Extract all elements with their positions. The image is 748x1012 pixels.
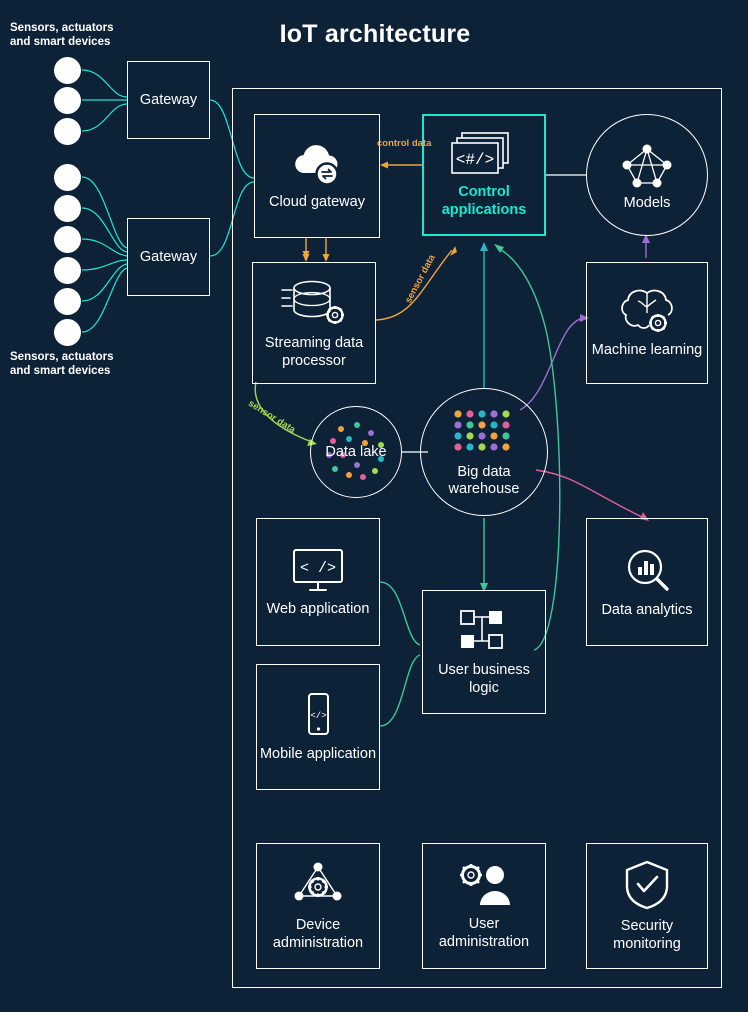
node-web-application-label: Web application: [266, 601, 370, 617]
shield-check-icon: [622, 859, 672, 911]
node-security-monitoring[interactable]: [586, 843, 708, 969]
node-cloud-gateway-label: Cloud gateway: [269, 194, 365, 210]
node-user-business-logic[interactable]: [422, 590, 546, 714]
code-windows-icon: [448, 131, 520, 177]
node-models[interactable]: [586, 114, 708, 236]
node-data-lake[interactable]: [310, 406, 402, 498]
node-cloud-gateway[interactable]: [254, 114, 380, 238]
edge-label-sensor-data-orange: sensor data: [403, 252, 438, 306]
gateway-bottom[interactable]: [127, 218, 210, 296]
node-user-administration[interactable]: [422, 843, 546, 969]
database-gear-icon: [278, 276, 350, 328]
network-graph-icon: [615, 139, 679, 191]
page-title: IoT architecture: [279, 20, 471, 48]
node-streaming-data-processor[interactable]: [252, 262, 376, 384]
node-mobile-application-label: Mobile application: [259, 746, 377, 762]
svg-text:< />: < />: [299, 560, 337, 577]
node-streaming-data-processor-label: Streaming data processor: [264, 335, 364, 369]
node-control-applications-label: Control applications: [441, 184, 527, 218]
edge-label-sensor-data-green: sensor data: [246, 398, 298, 436]
node-security-monitoring-label: Security monitoring: [613, 918, 681, 952]
user-gear-icon: [453, 861, 515, 909]
monitor-code-icon: [288, 546, 348, 594]
node-big-data-warehouse-label: Big data warehouse: [448, 464, 520, 497]
sensor-dot: [54, 319, 81, 346]
sensor-dot: [54, 164, 81, 191]
edge-label-control-data: control data: [377, 138, 432, 149]
node-web-application[interactable]: [256, 518, 380, 646]
cloud-sync-icon: [289, 141, 345, 187]
gateway-top-label: Gateway: [139, 92, 198, 108]
sensor-dot: [54, 257, 81, 284]
sensors-label-bottom: Sensors, actuators and smart devices: [10, 351, 114, 377]
brain-gear-icon: [616, 287, 678, 335]
sensor-dot: [54, 118, 81, 145]
node-device-administration-label: Device administration: [272, 917, 364, 951]
svg-text:<#/>: <#/>: [455, 151, 495, 169]
sensors-label-top: Sensors, actuators and smart devices: [10, 22, 114, 48]
svg-text:</>: </>: [310, 711, 327, 721]
dots-grid-icon: [448, 406, 520, 458]
sensor-dot: [54, 87, 81, 114]
node-user-administration-label: User administration: [438, 916, 530, 950]
sensor-dot: [54, 57, 81, 84]
node-device-administration[interactable]: [256, 843, 380, 969]
sensor-dot: [54, 195, 81, 222]
node-data-analytics-label: Data analytics: [601, 602, 693, 618]
node-mobile-application[interactable]: [256, 664, 380, 790]
gateway-top[interactable]: [127, 61, 210, 139]
node-data-analytics[interactable]: [586, 518, 708, 646]
node-machine-learning[interactable]: [586, 262, 708, 384]
device-gear-icon: [289, 860, 347, 910]
node-machine-learning-label: Machine learning: [591, 342, 703, 358]
gateway-bottom-label: Gateway: [139, 249, 198, 265]
sensor-dot: [54, 288, 81, 315]
node-big-data-warehouse[interactable]: [420, 388, 548, 516]
phone-code-icon: [299, 691, 337, 739]
sensor-dot: [54, 226, 81, 253]
node-user-business-logic-label: User business logic: [438, 662, 530, 696]
node-data-lake-label: Data lake: [325, 443, 387, 460]
node-models-label: Models: [623, 194, 671, 211]
flow-nodes-icon: [455, 607, 513, 655]
node-control-applications[interactable]: [422, 114, 546, 236]
chart-magnifier-icon: [619, 545, 675, 595]
